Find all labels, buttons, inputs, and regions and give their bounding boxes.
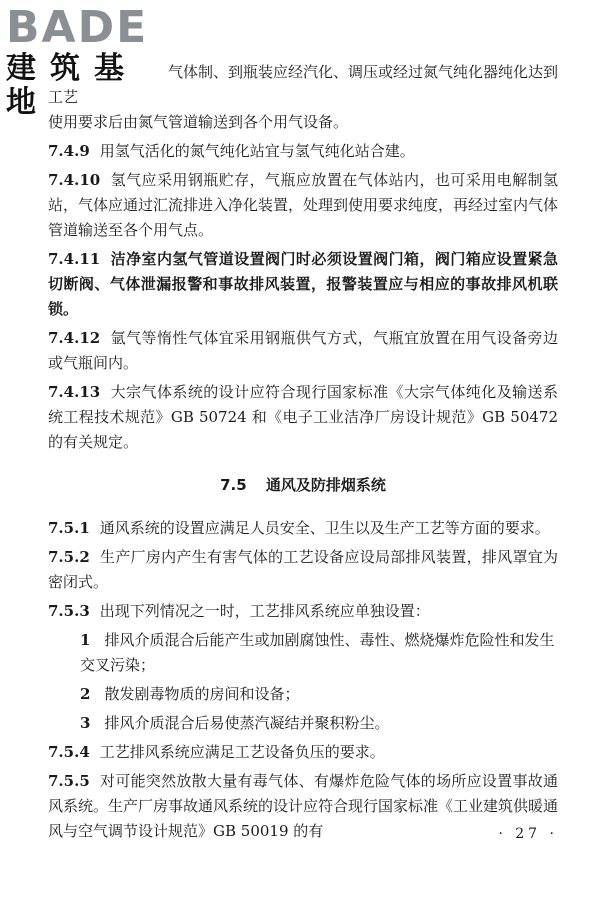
clause bbox=[48, 326, 558, 376]
page-number: · 27 · bbox=[498, 826, 558, 842]
items-7-5-3 bbox=[48, 628, 558, 736]
clause-number: 7.5.1 bbox=[48, 519, 90, 537]
list-item-text: 散发剧毒物质的房间和设备； bbox=[104, 685, 300, 703]
clauses-7-5-continued bbox=[48, 740, 558, 844]
clause-text: 生产厂房内产生有害气体的工艺设备应设局部排风装置，排风罩宜为密闭式。 bbox=[48, 548, 558, 591]
clause bbox=[48, 740, 558, 765]
list-item-number: 2 bbox=[80, 685, 91, 703]
clause bbox=[48, 599, 558, 624]
clause bbox=[48, 545, 558, 595]
clause-text: 用氢气活化的氮气纯化站宜与氢气纯化站合建。 bbox=[99, 142, 415, 160]
list-item-text: 排风介质混合后易使蒸汽凝结并聚积粉尘。 bbox=[104, 714, 390, 732]
logo-subtitle: 建筑基地 bbox=[6, 51, 138, 120]
clauses-7-5 bbox=[48, 516, 558, 624]
clause bbox=[48, 516, 558, 541]
list-item-number: 1 bbox=[80, 631, 91, 649]
clause-number: 7.5.2 bbox=[48, 548, 90, 566]
clause-number: 7.4.13 bbox=[48, 383, 101, 401]
top-line-continued: 使用要求后由氮气管道输送到各个用气设备。 bbox=[48, 113, 349, 131]
bade-logo bbox=[6, 2, 176, 120]
clauses-7-4 bbox=[48, 139, 558, 455]
section-number: 7.5 bbox=[220, 476, 247, 494]
list-item-text: 排风介质混合后能产生或加剧腐蚀性、毒性、燃烧爆炸危险性和发生交叉污染； bbox=[80, 631, 555, 674]
clause-number: 7.5.4 bbox=[48, 743, 90, 761]
document-body bbox=[48, 60, 558, 848]
clause-text: 工艺排风系统应满足工艺设备负压的要求。 bbox=[99, 743, 385, 761]
clause bbox=[48, 380, 558, 455]
clause-text: 洁净室内氢气管道设置阀门时必须设置阀门箱，阀门箱应设置紧急切断阀、气体泄漏报警和事故排风装置，报警装置应与相应的事故排风机联锁。 bbox=[48, 250, 558, 318]
section-title: 通风及防排烟系统 bbox=[265, 476, 386, 494]
list-item-number: 3 bbox=[80, 714, 91, 732]
list-item bbox=[48, 682, 558, 707]
section-heading bbox=[48, 473, 558, 498]
clause bbox=[48, 247, 558, 322]
top-line: 气体制、到瓶装应经汽化、调压或经过氮气纯化器纯化达到工艺 bbox=[48, 63, 559, 106]
clause-number: 7.5.5 bbox=[48, 772, 90, 790]
list-item bbox=[48, 711, 558, 736]
clause-number: 7.5.3 bbox=[48, 602, 90, 620]
clause-text: 对可能突然放散大量有毒气体、有爆炸危险气体的场所应设置事故通风系统。生产厂房事故通风系统的设计应符合现行国家标准《工业建筑供暖通风与空气调节设计规范》GB 50019 的有 bbox=[48, 772, 559, 840]
clause-text: 大宗气体系统的设计应符合现行国家标准《大宗气体纯化及输送系统工程技术规范》GB 50724 和《电子工业洁净厂房设计规范》GB 50472 的有关规定。 bbox=[48, 383, 558, 451]
logo-brand: BADE bbox=[6, 2, 149, 53]
clause-number: 7.4.12 bbox=[48, 329, 101, 347]
clause-number: 7.4.9 bbox=[48, 142, 90, 160]
clause-text: 通风系统的设置应满足人员安全、卫生以及生产工艺等方面的要求。 bbox=[99, 519, 550, 537]
list-item bbox=[48, 628, 558, 678]
clause-text: 氩气等惰性气体宜采用钢瓶供气方式，气瓶宜放置在用气设备旁边或气瓶间内。 bbox=[48, 329, 558, 372]
clause-text: 氢气应采用钢瓶贮存，气瓶应放置在气体站内，也可采用电解制氢站，气体应通过汇流排进入净化装置，处理到使用要求纯度，再经过室内气体管道输送至各个用气点。 bbox=[48, 171, 559, 239]
clause-number: 7.4.11 bbox=[48, 250, 101, 268]
clause-text: 出现下列情况之一时，工艺排风系统应单独设置： bbox=[99, 602, 430, 620]
clause bbox=[48, 769, 558, 844]
clause bbox=[48, 168, 558, 243]
clause bbox=[48, 139, 558, 164]
clause-number: 7.4.10 bbox=[48, 171, 101, 189]
